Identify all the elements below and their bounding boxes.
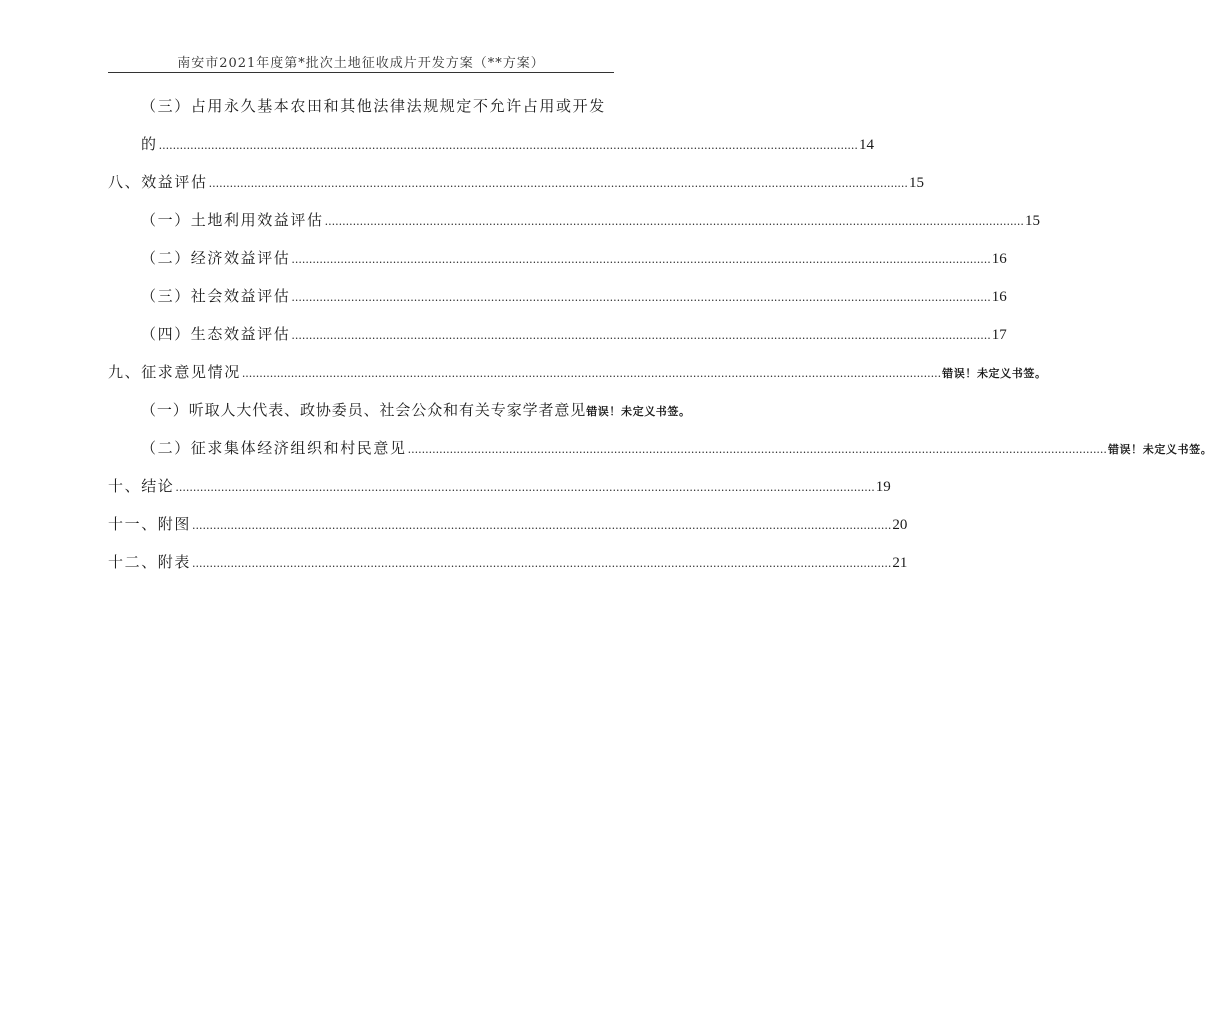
toc-entry-label: （二）经济效益评估 <box>141 249 291 267</box>
toc-entry-3-3[interactable] <box>141 95 606 117</box>
toc-entry-10[interactable] <box>108 475 891 497</box>
toc-page-number: 21 <box>892 555 908 571</box>
toc-page-number: 14 <box>858 137 874 153</box>
toc-entry-label: 九、征求意见情况 <box>108 363 241 381</box>
toc-page-number: 16 <box>991 251 1007 267</box>
toc-page-number: 19 <box>875 479 891 495</box>
toc-leader-dots: ........................................................................................................................................................................................................ <box>158 139 858 152</box>
toc-leader-dots: ........................................................................................................................................................................................................ <box>241 367 942 380</box>
toc-page-error: 错误！未定义书签。 <box>586 405 691 418</box>
toc-entry-label: 十一、附图 <box>108 515 192 533</box>
toc-entry-8-1[interactable] <box>141 209 1040 231</box>
toc-page-number: 16 <box>991 289 1007 305</box>
toc-entry-8-2[interactable] <box>141 247 1007 269</box>
toc-entry-label: （二）征求集体经济组织和村民意见 <box>141 439 407 457</box>
toc-entry-label: （三）占用永久基本农田和其他法律法规规定不允许占用或开发 <box>141 97 606 115</box>
toc-entry-label: 十、结论 <box>108 477 175 495</box>
toc-page-number: 17 <box>991 327 1007 343</box>
toc-entry-11[interactable] <box>108 513 908 535</box>
toc-entry-label: （一）听取人大代表、政协委员、社会公众和有关专家学者意见 <box>141 401 587 419</box>
toc-entry-8[interactable] <box>108 171 924 193</box>
toc-entry-8-3[interactable] <box>141 285 1007 307</box>
toc-entry-8-4[interactable] <box>141 323 1007 345</box>
toc-page-number: 15 <box>1024 213 1040 229</box>
toc-page-number: 20 <box>892 517 908 533</box>
toc-leader-dots: ........................................................................................................................................................................................................ <box>324 215 1024 228</box>
toc-entry-9[interactable] <box>108 361 1047 383</box>
toc-leader-dots: ........................................................................................................................................................................................................ <box>291 329 991 342</box>
header-divider <box>108 72 614 73</box>
toc-entry-label: 的 <box>141 135 158 153</box>
toc-page-error: 错误！未定义书签。 <box>1107 443 1212 456</box>
toc-entry-label: 十二、附表 <box>108 553 192 571</box>
running-header: 南安市2021年度第*批次土地征收成片开发方案（**方案） <box>177 56 545 71</box>
toc-entry-label: （三）社会效益评估 <box>141 287 291 305</box>
toc-page-error: 错误！未定义书签。 <box>942 367 1047 380</box>
toc-entry-label: （四）生态效益评估 <box>141 325 291 343</box>
toc-entry-3-3-cont[interactable] <box>141 133 874 155</box>
toc-leader-dots: ........................................................................................................................................................................................................ <box>407 443 1107 456</box>
toc-leader-dots: ........................................................................................................................................................................................................ <box>291 291 991 304</box>
toc-entry-9-1[interactable] <box>141 399 721 421</box>
toc-leader-dots: ........................................................................................................................................................................................................ <box>175 481 875 494</box>
toc-entry-label: （一）土地利用效益评估 <box>141 211 324 229</box>
toc-leader-dots: ........................................................................................................................................................................................................ <box>192 557 892 570</box>
toc-entry-12[interactable] <box>108 551 908 573</box>
toc-entry-label: 八、效益评估 <box>108 173 208 191</box>
toc-leader-dots: ........................................................................................................................................................................................................ <box>192 519 892 532</box>
toc-leader-dots: ........................................................................................................................................................................................................ <box>208 177 908 190</box>
toc-leader-dots: ........................................................................................................................................................................................................ <box>291 253 991 266</box>
toc-entry-9-2[interactable] <box>141 437 1212 459</box>
toc-page-number: 15 <box>908 175 924 191</box>
